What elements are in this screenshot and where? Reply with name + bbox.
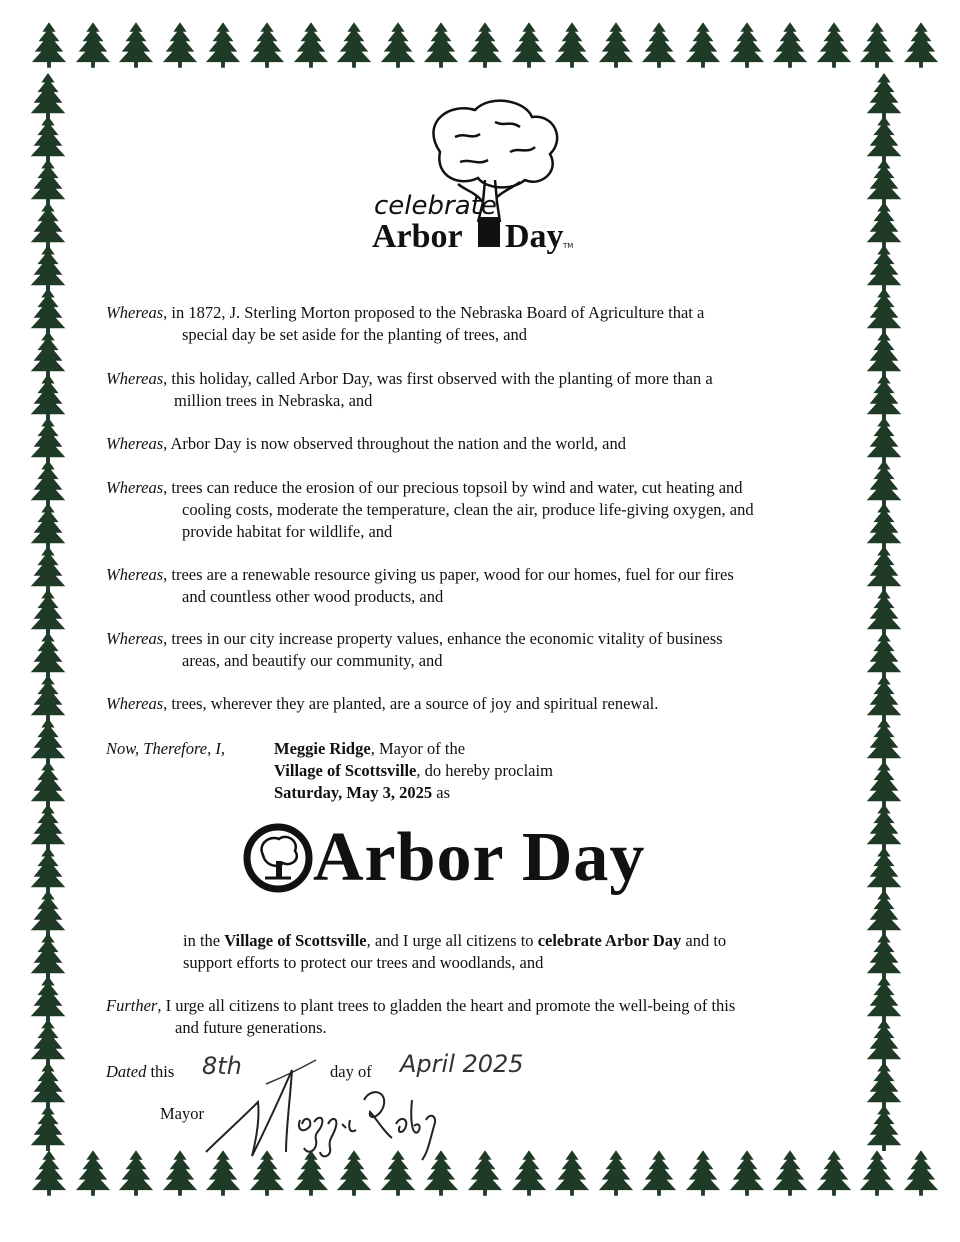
further-paragraph [106,995,846,1039]
whereas-text: , in 1872, J. Sterling Morton proposed to the Nebraska Board of Agriculture that a [163,303,705,322]
pine-tree-icon [117,20,155,75]
handwritten-month-year: April 2025 [400,1050,524,1078]
whereas-text-cont: special day be set aside for the planting of trees, and [182,325,528,344]
pine-tree-icon [30,20,68,75]
pine-tree-icon [422,1148,460,1203]
pine-tree-icon [248,20,286,75]
pine-tree-icon [902,20,940,75]
whereas-lead: Whereas [106,694,164,713]
pine-tree-icon [74,20,112,75]
pine-tree-icon [640,1148,678,1203]
further-text: , I urge all citizens to plant trees to gladden the heart and promote the well-being of this [157,996,736,1015]
mayor-name: Meggie Ridge [274,739,371,758]
whereas-paragraph [106,302,846,346]
pine-tree-icon [422,20,460,75]
pine-tree-icon [771,1148,809,1203]
arbor-day-emblem-icon [243,823,313,893]
pine-tree-icon [771,20,809,75]
whereas-text-cont: million trees in Nebraska, and [174,391,373,410]
whereas-paragraph [106,693,846,715]
pine-tree-icon [728,1148,766,1203]
arbor-day-title-text: Arbor Day [313,819,646,896]
pine-tree-icon [902,1148,940,1203]
day-of-label: day of [330,1062,372,1081]
pine-tree-icon [858,20,896,75]
pine-tree-icon [553,1148,591,1203]
closing-village-name: Village of Scottsville [224,931,367,950]
village-name: Village of Scottsville [274,761,417,780]
closing-celebrate-text: celebrate Arbor Day [537,931,682,950]
proclaim-text: , do hereby proclaim [416,761,553,780]
pine-tree-icon [640,20,678,75]
whereas-text: , trees can reduce the erosion of our precious topsoil by wind and water, cut heating and [163,478,743,497]
whereas-lead: Whereas [106,629,164,648]
whereas-text-cont: provide habitat for wildlife, and [182,522,393,541]
whereas-text-cont: cooling costs, moderate the temperature, clean the air, produce life-giving oxygen, and [182,500,754,519]
whereas-paragraph [106,564,846,608]
whereas-text: , this holiday, called Arbor Day, was first observed with the planting of more than a [163,369,713,388]
pine-tree-icon [815,1148,853,1203]
logo-celebrate-text: celebrate [374,191,497,221]
whereas-text: , trees are a renewable resource giving us paper, wood for our homes, fuel for our fires [163,565,734,584]
closing-text: and to [681,931,727,950]
pine-tree-icon [862,1104,906,1157]
pine-tree-icon [466,1148,504,1203]
pine-tree-icon [26,1104,70,1157]
whereas-paragraph [106,433,846,455]
pine-tree-icon [728,20,766,75]
further-lead: Further [106,996,158,1015]
pine-tree-icon [74,1148,112,1203]
pine-tree-icon [335,1148,373,1203]
closing-text: in the [183,931,225,950]
whereas-paragraph [106,477,846,543]
whereas-paragraph [106,628,846,672]
whereas-text-cont: and countless other wood products, and [182,587,444,606]
whereas-paragraph [106,368,846,412]
pine-tree-icon [379,1148,417,1203]
logo-trademark: TM [563,242,574,250]
pine-tree-icon [292,20,330,75]
pine-tree-icon [204,20,242,75]
closing-text-line2: support efforts to protect our trees and woodlands, and [183,953,544,972]
mayor-label: Mayor [160,1104,204,1123]
pine-tree-icon [292,1148,330,1203]
pine-tree-icon [161,20,199,75]
pine-tree-icon [553,20,591,75]
pine-tree-icon [117,1148,155,1203]
pine-tree-icon [248,1148,286,1203]
logo-day-text: Day [505,218,564,255]
further-text-cont: and future generations. [175,1018,327,1037]
whereas-text-cont: areas, and beautify our community, and [182,651,443,670]
closing-text: , and I urge all citizens to [366,931,538,950]
dated-label: Dated [106,1062,147,1081]
pine-tree-icon [466,20,504,75]
pine-tree-icon [597,1148,635,1203]
pine-tree-icon [204,1148,242,1203]
oak-tree-icon [360,92,580,262]
date-suffix: as [432,783,451,802]
pine-tree-icon [161,1148,199,1203]
whereas-text: , trees in our city increase property values, enhance the economic vitality of business [163,629,723,648]
whereas-lead: Whereas [106,434,164,453]
pine-tree-icon [335,20,373,75]
pine-tree-icon [684,20,722,75]
arbor-day-title [243,818,645,898]
pine-tree-icon [684,1148,722,1203]
pine-tree-icon [597,20,635,75]
this-label: this [146,1062,175,1081]
now-therefore-label: Now, Therefore, I, [106,739,226,758]
pine-tree-icon [510,1148,548,1203]
logo-arbor-text: Arbor [372,218,463,255]
mayor-suffix: , Mayor of the [370,739,466,758]
celebrate-arbor-day-logo [360,92,580,262]
whereas-text: , trees, wherever they are planted, are a source of joy and spiritual renewal. [163,694,659,713]
whereas-text: , Arbor Day is now observed throughout the nation and the world, and [163,434,626,453]
arbor-day-date: Saturday, May 3, 2025 [274,783,433,802]
whereas-lead: Whereas [106,369,164,388]
pine-tree-icon [510,20,548,75]
pine-tree-icon [379,20,417,75]
whereas-lead: Whereas [106,478,164,497]
closing-paragraph [183,930,923,974]
whereas-lead: Whereas [106,303,164,322]
whereas-lead: Whereas [106,565,164,584]
pine-tree-icon [815,20,853,75]
handwritten-day: 8th [202,1052,242,1080]
